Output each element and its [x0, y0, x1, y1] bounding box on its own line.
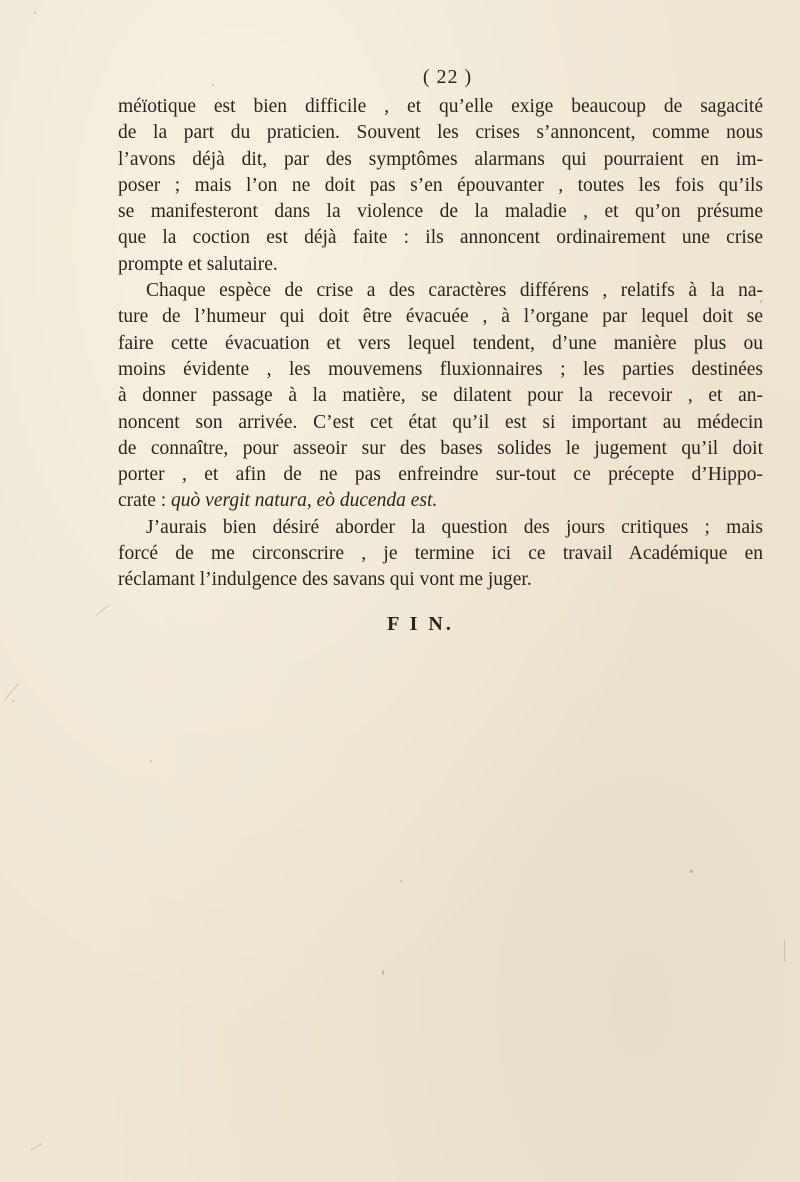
- page-number: ( 22 ): [422, 66, 473, 88]
- paper-speck: [382, 970, 384, 975]
- page-text: [118, 64, 763, 638]
- paper-speck: [690, 870, 693, 873]
- paper-fiber: [96, 605, 109, 616]
- text-line: que la coction est déjà faite : ils annoncent ordinairement une crise: [118, 227, 763, 249]
- text-line: l’avons déjà dit, par des symptômes alarmans qui pourraient en im-: [118, 148, 763, 170]
- paper-speck: [400, 880, 402, 882]
- text-line: à donner passage à la matière, se dilatent pour la recevoir , et an-: [118, 385, 763, 407]
- text-line: noncent son arrivée. C’est cet état qu’il est si important au médecin: [118, 411, 763, 433]
- paragraph-3: [118, 515, 763, 594]
- text-line: [118, 488, 763, 514]
- paper-speck: [150, 760, 152, 762]
- text-line: ture de l’humeur qui doit être évacuée , à l’organe par lequel doit se: [118, 306, 763, 328]
- fin-mark: F I N.: [387, 612, 454, 635]
- paper-fiber: [30, 1143, 43, 1151]
- paper-speck: [12, 700, 14, 702]
- text-line: de la part du praticien. Souvent les crises s’annoncent, comme nous: [118, 122, 763, 144]
- paper-fiber: [4, 683, 19, 700]
- text-line: moins évidente , les mouvemens fluxionnaires ; les parties destinées: [118, 358, 763, 380]
- latin-quote: quò vergit natura, eò ducenda est.: [171, 490, 438, 512]
- text-line: méïotique est bien difficile , et qu’elle exige beaucoup de sagacité: [118, 96, 763, 117]
- text-line: réclamant l’indulgence des savans qui vont me juger.: [118, 569, 532, 591]
- text-line: faire cette évacuation et vers lequel tendent, d’une manière plus ou: [118, 332, 763, 354]
- text-line: prompte et salutaire.: [118, 253, 278, 275]
- text-line: forcé de me circonscrire , je termine ici ce travail Académique en: [118, 543, 763, 565]
- text-line: porter , et afin de ne pas enfreindre sur-tout ce précepte d’Hippo-: [118, 464, 763, 486]
- paper-fiber: [784, 940, 785, 962]
- paragraph-1: [118, 94, 763, 278]
- text-line: poser ; mais l’on ne doit pas s’en épouvanter , toutes les fois qu’ils: [118, 174, 763, 196]
- text-span: crate :: [118, 490, 172, 512]
- paragraph-2: [118, 278, 763, 515]
- paper-speck: [34, 12, 36, 14]
- text-line: Chaque espèce de crise a des caractères différens , relatifs à la na-: [146, 280, 763, 302]
- text-line: J’aurais bien désiré aborder la question des jours critiques ; mais: [146, 516, 763, 538]
- text-line: de connaître, pour asseoir sur des bases solides le jugement qu’il doit: [118, 437, 763, 459]
- text-line: se manifesteront dans la violence de la maladie , et qu’on présume: [118, 201, 763, 223]
